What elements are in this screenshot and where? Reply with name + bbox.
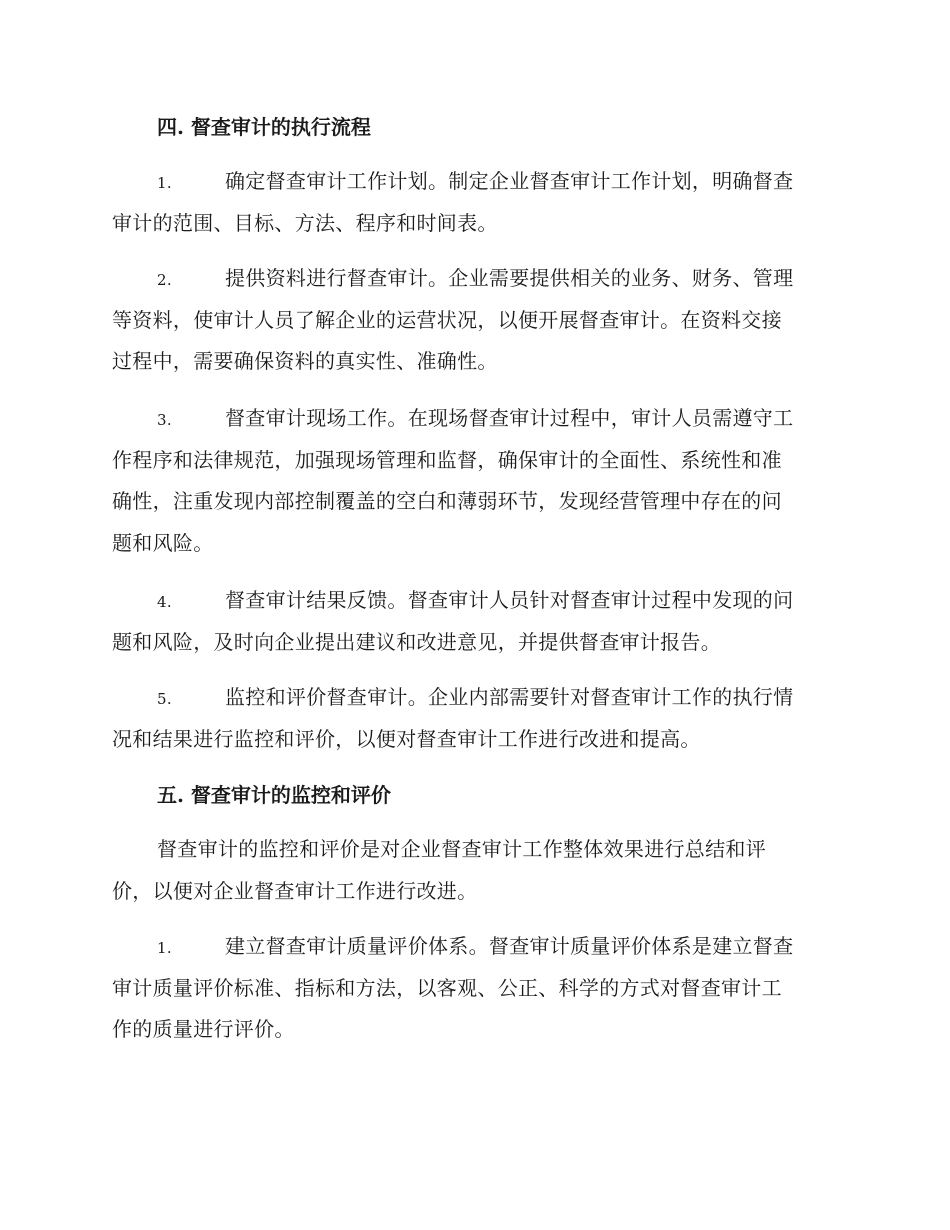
list-number: 5. bbox=[157, 690, 172, 708]
section-4-item-2 bbox=[112, 258, 832, 383]
section-5-intro bbox=[112, 829, 832, 912]
paragraph-line bbox=[112, 926, 832, 968]
section-4-item-4 bbox=[112, 580, 832, 663]
paragraph-line bbox=[112, 161, 832, 203]
list-number: 1. bbox=[157, 174, 172, 192]
paragraph-text: 督查审计的监控和评价是对企业督查审计工作整体效果进行总结和评 bbox=[157, 837, 766, 861]
paragraph-line: 审计质量评价标准、指标和方法，以客观、公正、科学的方式对督查审计工 bbox=[112, 975, 782, 1000]
paragraph-line: 价，以便对企业督查审计工作进行改进。 bbox=[112, 878, 478, 903]
paragraph-line: 作程序和法律规范，加强现场管理和监督，确保审计的全面性、系统性和准 bbox=[112, 447, 782, 472]
paragraph-line bbox=[112, 829, 832, 871]
section-4-item-5 bbox=[112, 677, 832, 760]
paragraph-line bbox=[112, 258, 832, 300]
paragraph-line: 题和风险。 bbox=[112, 530, 214, 555]
paragraph-line: 审计的范围、目标、方法、程序和时间表。 bbox=[112, 210, 498, 235]
section-4-item-3 bbox=[112, 398, 832, 564]
paragraph-text: 建立督查审计质量评价体系。督查审计质量评价体系是建立督查 bbox=[225, 934, 794, 958]
paragraph-line: 确性，注重发现内部控制覆盖的空白和薄弱环节，发现经营管理中存在的问 bbox=[112, 489, 782, 513]
section-4-heading: 四. 督查审计的执行流程 bbox=[157, 115, 371, 139]
section-4-item-1 bbox=[112, 161, 832, 244]
paragraph-line bbox=[112, 677, 832, 719]
paragraph-line: 况和结果进行监控和评价，以便对督查审计工作进行改进和提高。 bbox=[112, 726, 701, 751]
list-number: 1. bbox=[157, 939, 172, 957]
paragraph-text: 监控和评价督查审计。企业内部需要针对督查审计工作的执行情 bbox=[225, 685, 794, 709]
paragraph-text: 督查审计结果反馈。督查审计人员针对督查审计过程中发现的问 bbox=[225, 588, 794, 612]
paragraph-text: 提供资料进行督查审计。企业需要提供相关的业务、财务、管理 bbox=[225, 266, 794, 290]
section-5-heading: 五. 督查审计的监控和评价 bbox=[157, 783, 391, 807]
paragraph-line bbox=[112, 398, 832, 440]
paragraph-line: 作的质量进行评价。 bbox=[112, 1017, 295, 1041]
paragraph-line: 题和风险，及时向企业提出建议和改进意见，并提供督查审计报告。 bbox=[112, 629, 721, 654]
list-number: 4. bbox=[157, 593, 172, 611]
paragraph-line: 过程中，需要确保资料的真实性、准确性。 bbox=[112, 349, 498, 373]
list-number: 3. bbox=[157, 411, 172, 429]
paragraph-line bbox=[112, 580, 832, 622]
paragraph-text: 督查审计现场工作。在现场督查审计过程中，审计人员需遵守工 bbox=[225, 406, 794, 430]
paragraph-text: 确定督查审计工作计划。制定企业督查审计工作计划，明确督查 bbox=[225, 169, 794, 193]
list-number: 2. bbox=[157, 271, 172, 289]
section-5-item-1 bbox=[112, 926, 832, 1051]
paragraph-line: 等资料，使审计人员了解企业的运营状况，以便开展督查审计。在资料交接 bbox=[112, 307, 782, 332]
